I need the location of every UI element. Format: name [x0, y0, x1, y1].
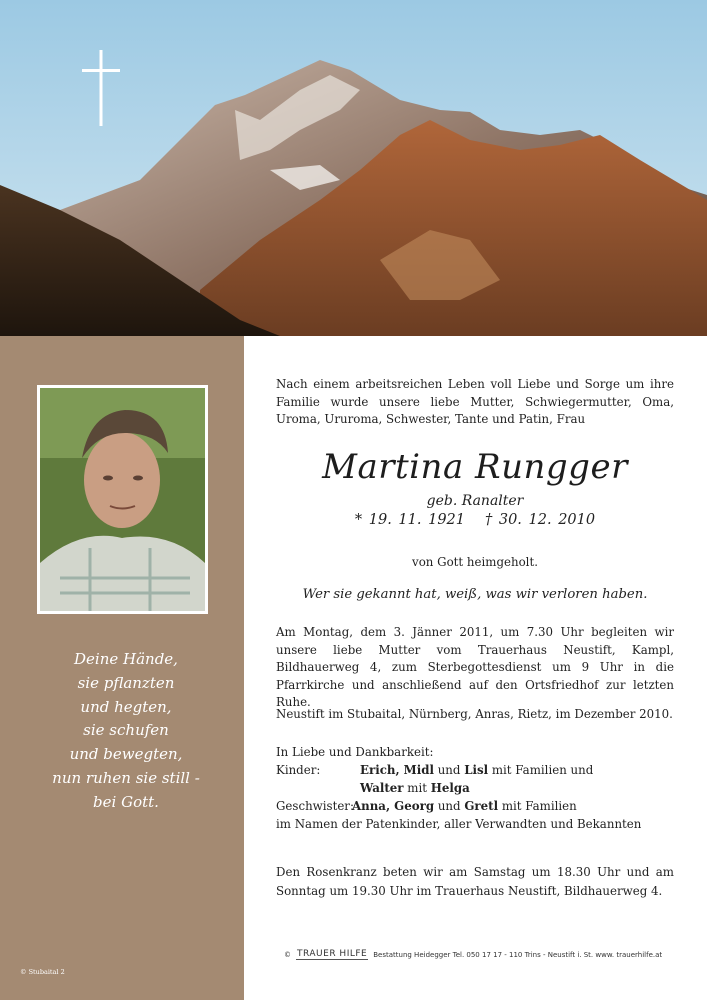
thanks-heading: In Liebe und Dankbarkeit: [276, 745, 434, 759]
mourners-list [276, 743, 674, 833]
poem-line: Deine Hände, [74, 650, 178, 668]
poem-line: nun ruhen sie still - [52, 768, 200, 787]
places-text: Neustift im Stubaital, Nürnberg, Anras, Rietz, im Dezember 2010. [276, 707, 673, 721]
copyright-symbol: © [284, 950, 291, 959]
intro-text: Nach einem arbeitsreichen Leben voll Liebe und Sorge um ihre Familie wurde unsere liebe Mutter, Schwiegermutter, Oma, Uroma, Ururoma, Schwester, Tante und Patin, Frau [276, 377, 674, 426]
paten-line: im Namen der Patenkinder, aller Verwandten und Bekannten [276, 817, 642, 831]
with-text: mit [407, 781, 427, 795]
and-text: und [437, 799, 461, 813]
poem-line: und hegten, [80, 697, 172, 716]
poem [20, 648, 232, 815]
geschwister-label: Geschwister: [276, 799, 354, 813]
geschwister-names: Anna, Georg [352, 799, 435, 813]
helga-name: Helga [430, 781, 470, 795]
walter-row [276, 779, 674, 797]
footer [284, 949, 662, 960]
poem-line: bei Gott. [93, 792, 159, 811]
walter-name: Walter [360, 781, 404, 795]
cross-icon [82, 48, 120, 128]
deceased-name: Martina Rungger [322, 447, 628, 487]
families-text: mit Familien und [491, 763, 594, 777]
geschwister-row [276, 797, 674, 815]
portrait-photo [37, 385, 208, 614]
poem-line: sie pflanzten [77, 673, 175, 692]
families-text: mit Familien [501, 799, 577, 813]
poem-line: sie schufen [83, 721, 169, 740]
photo-credit: © Stubaital 2 [20, 968, 65, 976]
footer-text: Bestattung Heidegger Tel. 050 17 17 - 110 Trins - Neustift i. St. www. trauerhilfe.at [373, 950, 663, 959]
portrait-image [40, 388, 205, 611]
maiden-name: geb. Ranalter [426, 493, 524, 509]
kinder-row [276, 761, 674, 779]
and-text: und [437, 763, 461, 777]
death-date: † 30. 12. 2010 [485, 512, 596, 528]
birth-date: * 19. 11. 1921 [354, 512, 465, 528]
kinder-names: Erich, Midl [360, 763, 434, 777]
rosary-text: Den Rosenkranz beten wir am Samstag um 18.30 Uhr und am Sonntag um 19.30 Uhr im Trauerhaus Neustift, Bildhauerweg 4. [276, 865, 674, 898]
life-dates [276, 512, 674, 528]
kinder-name-lisl: Lisl [464, 763, 489, 777]
motto: Wer sie gekannt hat, weiß, was wir verloren haben. [302, 587, 648, 602]
poem-line: und bewegten, [69, 745, 183, 764]
heimgeholt-text: von Gott heimgeholt. [412, 555, 538, 569]
funeral-text: Am Montag, dem 3. Jänner 2011, um 7.30 Uhr begleiten wir unsere liebe Mutter vom Trauerhaus Neustift, Kampl, Bildhauerweg 4, zum Sterbegottesdienst um 9 Uhr in die Pfarrkirche und anschließend auf den Ortsfriedhof zur letzten Ruhe. [276, 625, 674, 709]
trauerhilfe-logo: TRAUER HILFE [297, 949, 368, 959]
geschwister-name-gretl: Gretl [464, 799, 499, 813]
kinder-label: Kinder: [276, 763, 321, 777]
